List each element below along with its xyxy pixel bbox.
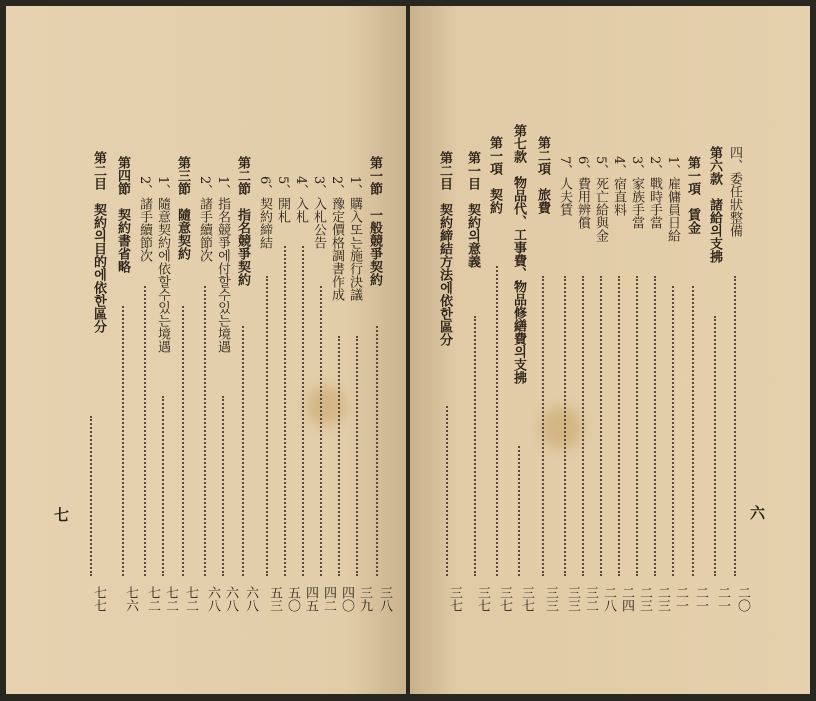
leader-dots <box>338 336 340 576</box>
toc-entry <box>726 146 742 237</box>
toc-entry-text: 2、諸手續節次 <box>137 176 152 263</box>
toc-entry <box>274 176 290 223</box>
toc-entry <box>592 156 608 242</box>
toc-page-number: 六八 <box>205 586 220 612</box>
toc-entry <box>534 136 550 214</box>
toc-entry-text: 第四節 契約書省略 <box>115 156 130 273</box>
toc-page-number: 四五 <box>303 586 318 612</box>
leader-dots <box>242 326 244 576</box>
leader-dots <box>90 416 92 576</box>
leader-dots <box>636 276 638 576</box>
toc-entry <box>256 176 272 249</box>
leader-dots <box>734 276 736 576</box>
toc-page-number: 二一 <box>715 586 730 612</box>
toc-entry-text: 第二節 指名競爭契約 <box>235 156 250 286</box>
toc-entry-text: 第二項 旅費 <box>535 136 550 214</box>
toc-page-number: 四二 <box>321 586 336 612</box>
toc-entry <box>556 156 572 216</box>
leader-dots <box>320 286 322 576</box>
toc-page-number: 四〇 <box>339 586 354 612</box>
toc-page-number: 五三 <box>267 586 282 612</box>
toc-entry-text: 1、指名競爭에付할수있는境遇 <box>215 176 230 354</box>
toc-entry-text: 7、人夫賃 <box>557 156 572 217</box>
toc-entry-text: 4、宿直料 <box>611 156 626 217</box>
toc-page-number: 三八 <box>377 586 392 612</box>
toc-entry-text: 4、入札 <box>293 176 308 224</box>
leader-dots <box>672 286 674 576</box>
toc-page-number: 三九 <box>357 586 372 612</box>
toc-entry-text: 3、入札公告 <box>311 176 326 250</box>
toc-entry-text: 第二目 契約締結方法에依한區分 <box>437 151 452 346</box>
toc-entry <box>574 156 590 229</box>
toc-page-number: 二八 <box>601 586 616 612</box>
toc-page-number: 七二 <box>183 586 198 612</box>
toc-entry-text: 2、諸手續節次 <box>197 176 212 263</box>
toc-entry <box>234 156 250 286</box>
toc-page-number: 三七 <box>475 586 490 612</box>
toc-entry <box>610 156 626 216</box>
leader-dots <box>222 396 224 576</box>
toc-entry-text: 第三節 隨意契約 <box>175 156 190 260</box>
toc-entry <box>346 176 362 301</box>
toc-entry-text: 6、契約締結 <box>257 176 272 250</box>
leader-dots <box>182 306 184 576</box>
toc-entry <box>292 176 308 223</box>
right-page <box>410 6 810 694</box>
toc-entry-text: 第二目 契約의目的에依한區分 <box>91 151 106 333</box>
toc-page-number: 二一 <box>673 586 688 612</box>
toc-entry-text: 5、死亡給與金 <box>593 156 608 243</box>
toc-entry <box>90 151 106 333</box>
toc-page-number: 二四 <box>619 586 634 612</box>
toc-page-number: 二三 <box>637 586 652 612</box>
leader-dots <box>582 276 584 576</box>
toc-page-number: 三七 <box>497 586 512 612</box>
toc-entry-text: 5、開札 <box>275 176 290 224</box>
toc-page-number: 三二 <box>583 586 598 612</box>
leader-dots <box>518 446 520 576</box>
leader-dots <box>284 246 286 576</box>
toc-page-number: 三七 <box>519 586 534 612</box>
toc-entry <box>684 156 700 234</box>
toc-page-number: 六八 <box>223 586 238 612</box>
toc-page-number: 五〇 <box>285 586 300 612</box>
toc-entry-text: 1、隨意契約에依할수있는境遇 <box>155 176 170 354</box>
toc-entry-text: 第一節 一般競爭契約 <box>367 156 382 286</box>
toc-entry <box>486 136 502 214</box>
toc-entry <box>646 156 662 229</box>
page-stain <box>306 386 346 426</box>
toc-entry <box>328 176 344 301</box>
leader-dots <box>714 316 716 576</box>
toc-entry-text: 3、家族手當 <box>629 156 644 230</box>
toc-page-number: 三三 <box>543 586 558 612</box>
toc-entry <box>628 156 644 229</box>
toc-entry <box>310 176 326 249</box>
toc-entry-text: 1、雇傭員日給 <box>665 156 680 243</box>
page-folio: 七 <box>54 506 70 524</box>
toc-entry <box>464 151 480 268</box>
toc-entry-text: 第七款 物品代、工事費、物品修繕費의支拂 <box>511 124 526 384</box>
toc-entry <box>174 156 190 260</box>
toc-entry-text: 第一目 契約의意義 <box>465 151 480 268</box>
leader-dots <box>162 396 164 576</box>
toc-entry-text: 第一項 賃金 <box>685 156 700 234</box>
toc-page-number: 七二 <box>163 586 178 612</box>
toc-entry-text: 第六款 諸給의支拂 <box>707 146 722 263</box>
toc-entry-text: 2、戰時手當 <box>647 156 662 230</box>
toc-entry <box>664 156 680 242</box>
toc-page-number: 七六 <box>123 586 138 612</box>
toc-page-number: 三三 <box>565 586 580 612</box>
toc-page-number: 七七 <box>91 586 106 612</box>
toc-page-number: 二一 <box>693 586 708 612</box>
page-stain <box>540 406 582 450</box>
toc-entry <box>706 146 722 263</box>
toc-entry <box>114 156 130 273</box>
toc-page-number: 六八 <box>243 586 258 612</box>
leader-dots <box>204 286 206 576</box>
left-page <box>6 6 406 694</box>
leader-dots <box>618 276 620 576</box>
toc-entry <box>136 176 152 262</box>
toc-page-number: 七二 <box>145 586 160 612</box>
toc-entry-text: 6、費用辨償 <box>575 156 590 230</box>
leader-dots <box>266 276 268 576</box>
leader-dots <box>356 336 358 576</box>
toc-entry <box>510 124 526 384</box>
leader-dots <box>474 316 476 576</box>
toc-entry-text: 四、委任狀整備 <box>727 146 742 237</box>
leader-dots <box>654 276 656 576</box>
leader-dots <box>122 306 124 576</box>
toc-entry <box>214 176 230 353</box>
leader-dots <box>600 276 602 576</box>
toc-entry <box>154 176 170 353</box>
leader-dots <box>692 286 694 576</box>
toc-entry <box>436 151 452 346</box>
toc-page-number: 三七 <box>447 586 462 612</box>
leader-dots <box>496 266 498 576</box>
toc-entry <box>366 156 382 286</box>
toc-page-number: 二〇 <box>735 586 750 612</box>
toc-entry-text: 1、購入또는施行決議 <box>347 176 362 302</box>
page-folio: 六 <box>750 504 766 522</box>
toc-page-number: 二三 <box>655 586 670 612</box>
leader-dots <box>144 286 146 576</box>
leader-dots <box>302 246 304 576</box>
toc-entry-text: 第一項 契約 <box>487 136 502 214</box>
toc-entry-text: 2、豫定價格調書作成 <box>329 176 344 302</box>
toc-entry <box>196 176 212 262</box>
leader-dots <box>564 276 566 576</box>
leader-dots <box>376 326 378 576</box>
leader-dots <box>446 406 448 576</box>
leader-dots <box>542 276 544 576</box>
